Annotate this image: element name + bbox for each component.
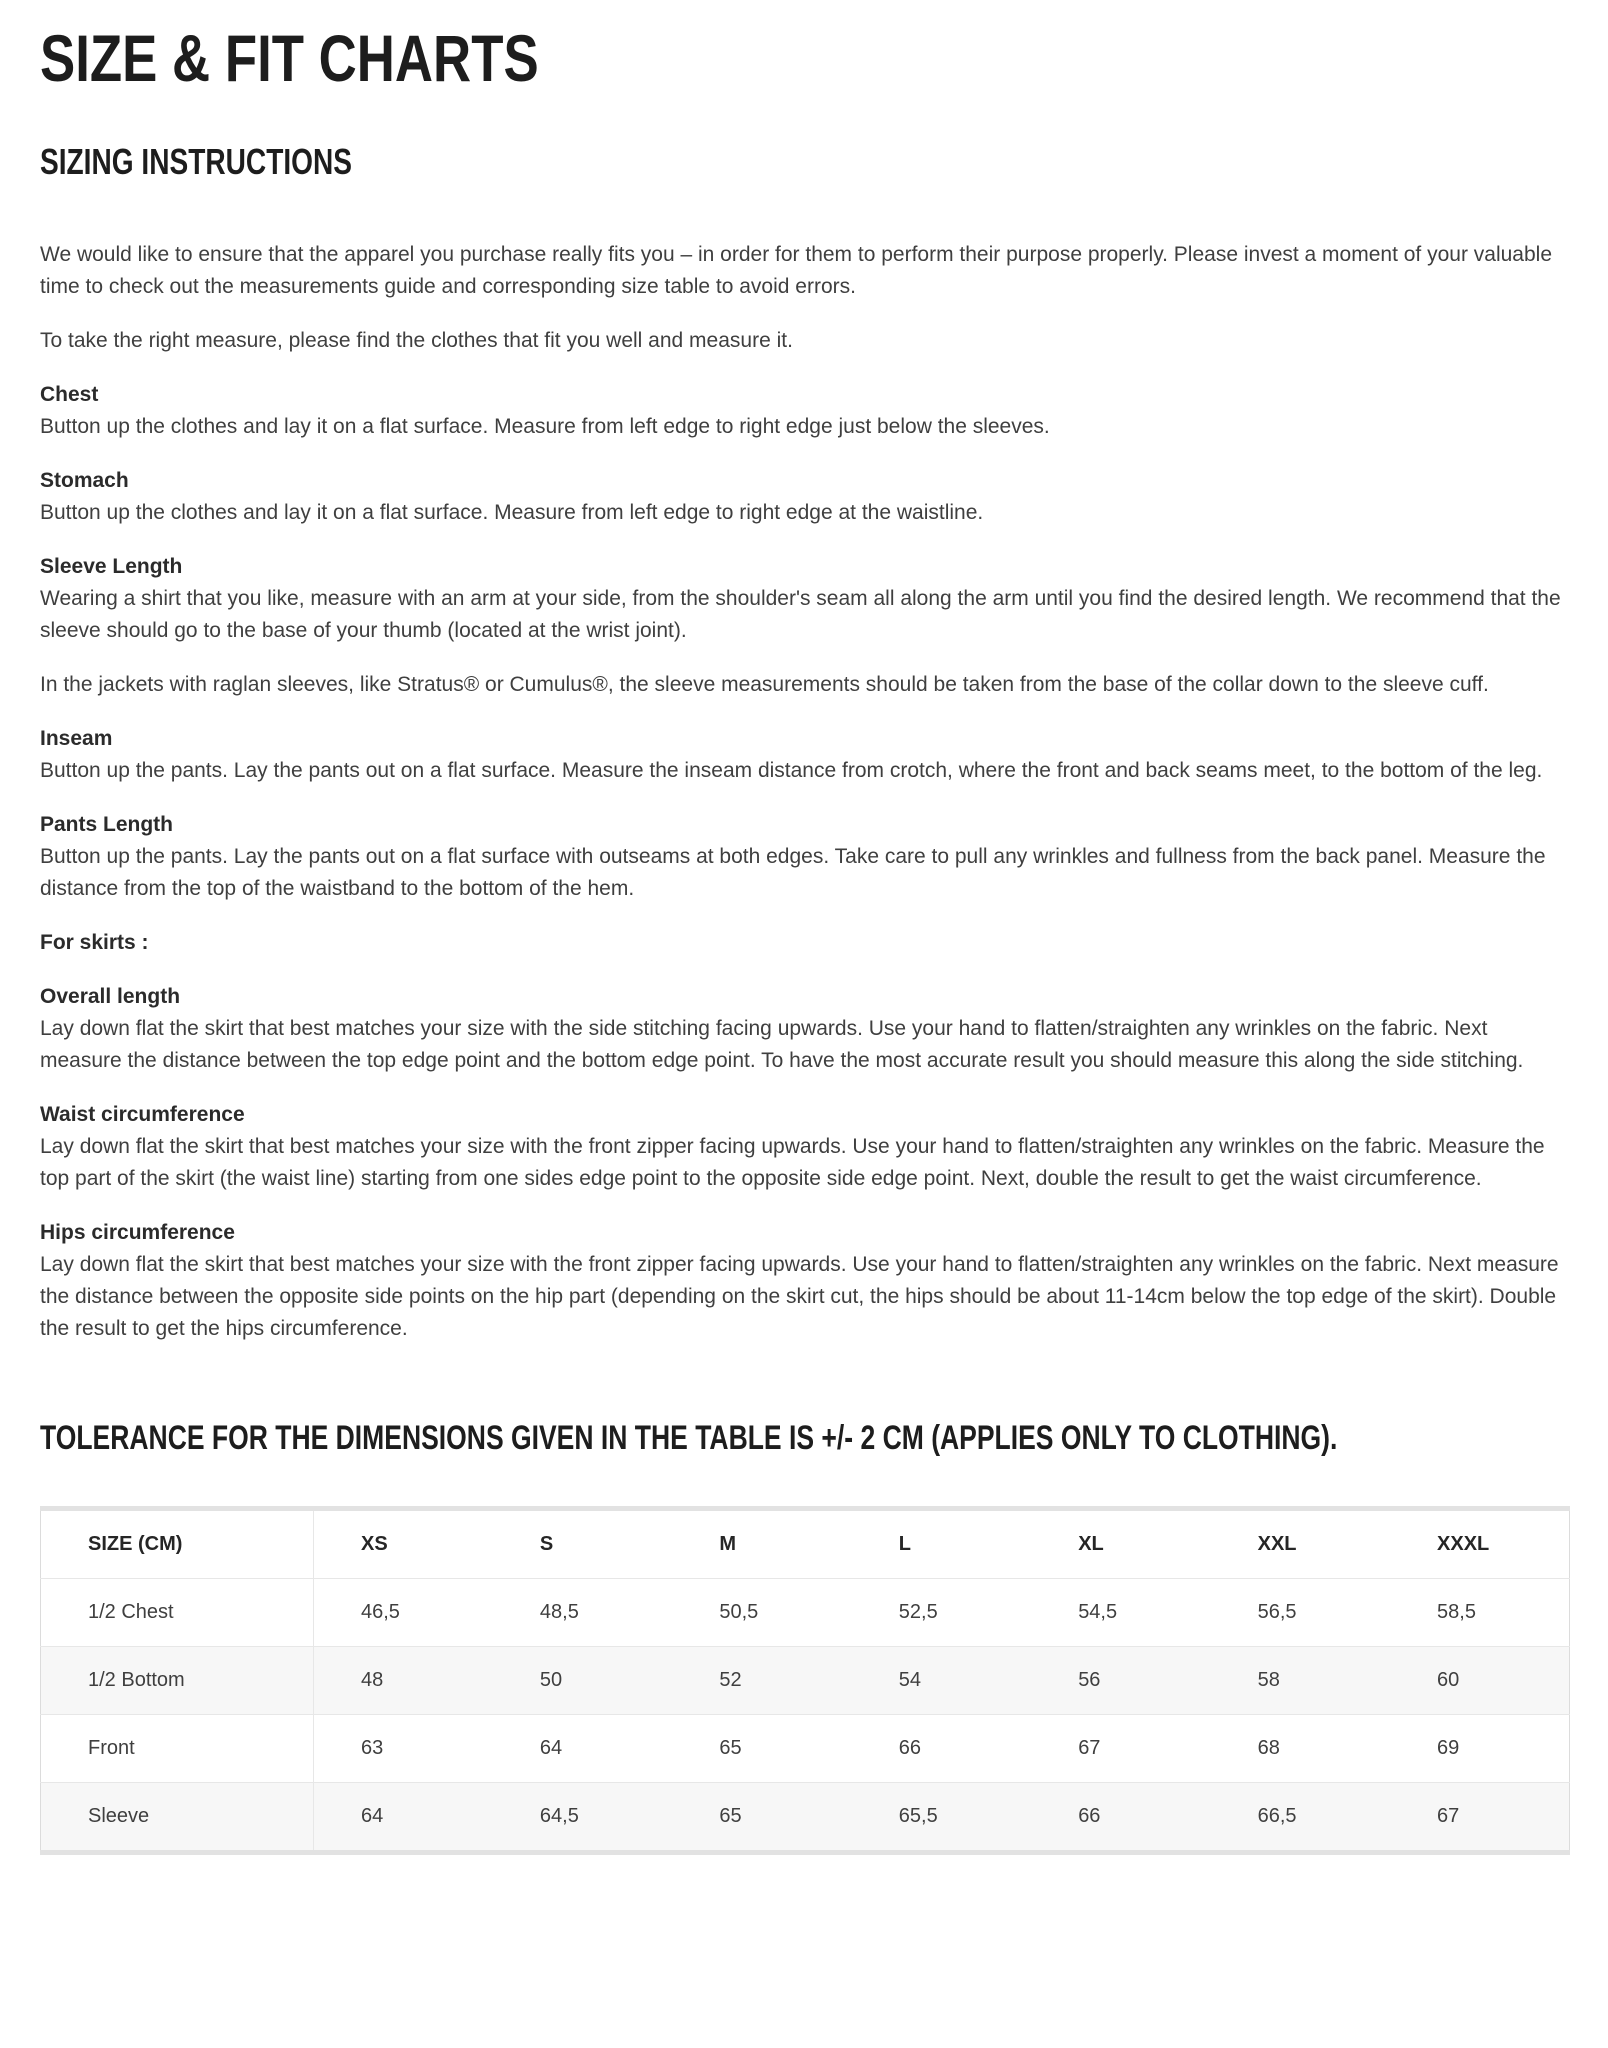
header-xxxl: XXXL	[1390, 1511, 1569, 1579]
section-chest	[40, 379, 1570, 443]
row-label: Front	[41, 1714, 314, 1782]
cell-value: 54,5	[1031, 1578, 1210, 1646]
cell-value: 66	[1078, 1804, 1101, 1827]
section-text: Button up the clothes and lay it on a flat surface. Measure from left edge to right edge at the waistline.	[40, 501, 984, 525]
section-text: Lay down flat the skirt that best matches your size with the side stitching facing upwards. Use your hand to flatten/straighten any wrinkles on the fabric. Next measure the distance between the top edge point and the bottom edge point. To have the most accurate result you should measure this along the side stitching.	[40, 1017, 1524, 1073]
cell-value: 65,5	[898, 1804, 938, 1827]
section-waist-circumference	[40, 1099, 1570, 1195]
cell-value: 56	[1031, 1646, 1210, 1714]
section-text: Lay down flat the skirt that best matches your size with the front zipper facing upwards. Use your hand to flatten/straighten any wrinkles on the fabric. Next measure the distance between the opposite side points on the hip part (depending on the skirt cut, the hips should be about 11-14cm below the top edge of the skirt). Double the result to get the hips circumference.	[40, 1253, 1559, 1341]
section-for-skirts	[40, 927, 1570, 959]
cell-value: 66	[852, 1714, 1031, 1782]
section-pants-length	[40, 809, 1570, 905]
cell-value: 65	[719, 1804, 742, 1827]
section-text: We would like to ensure that the apparel you purchase really fits you – in order for them to perform their purpose properly. Please invest a moment of your valuable time to check out the measurements guide and corresponding size table to avoid errors.	[40, 243, 1553, 299]
row-label: 1/2 Bottom	[41, 1646, 314, 1714]
cell-value: 46,5	[314, 1578, 493, 1646]
cell-value: 50	[493, 1646, 672, 1714]
section-raglan-note	[40, 669, 1570, 701]
header-s: S	[493, 1511, 672, 1579]
row-label: 1/2 Chest	[41, 1578, 314, 1646]
section-heading: Pants Length	[40, 813, 174, 837]
section-heading: Waist circumference	[40, 1103, 245, 1127]
cell-value: 64	[361, 1804, 384, 1827]
section-heading: Hips circumference	[40, 1221, 235, 1245]
section-text: Button up the pants. Lay the pants out on a flat surface with outseams at both edges. Take care to pull any wrinkles and fullness from the back panel. Measure the distance from the top of the waistband to the bottom of the hem.	[40, 845, 1546, 901]
sizing-instructions-body	[40, 239, 1570, 1345]
table-row-half-bottom	[41, 1646, 1570, 1714]
cell-value: 54	[852, 1646, 1031, 1714]
cell-value: 48	[314, 1646, 493, 1714]
section-text: To take the right measure, please find the clothes that fit you well and measure it.	[40, 329, 793, 353]
section-heading: Sleeve Length	[40, 555, 183, 579]
section-overall-length	[40, 981, 1570, 1077]
measure-paragraph	[40, 325, 1570, 357]
cell-value: 68	[1211, 1714, 1390, 1782]
table-row-half-chest	[41, 1578, 1570, 1646]
section-text: In the jackets with raglan sleeves, like Stratus® or Cumulus®, the sleeve measurements should be taken from the base of the collar down to the sleeve cuff.	[40, 673, 1489, 697]
section-text: Button up the clothes and lay it on a flat surface. Measure from left edge to right edge just below the sleeves.	[40, 415, 1050, 439]
cell-value: 64	[493, 1714, 672, 1782]
section-stomach	[40, 465, 1570, 529]
table-row-sleeve	[41, 1782, 1570, 1850]
cell-value: 60	[1390, 1646, 1569, 1714]
cell-value: 58,5	[1390, 1578, 1569, 1646]
intro-paragraph	[40, 239, 1570, 303]
size-table-header-row	[41, 1511, 1570, 1579]
table-row-front	[41, 1714, 1570, 1782]
header-xs: XS	[314, 1511, 493, 1579]
cell-value: 58	[1211, 1646, 1390, 1714]
section-heading: Overall length	[40, 985, 181, 1009]
size-table	[40, 1511, 1570, 1850]
section-inseam	[40, 723, 1570, 787]
size-table-container	[40, 1506, 1570, 1855]
header-xl: XL	[1031, 1511, 1210, 1579]
cell-value: 67	[1437, 1804, 1460, 1827]
cell-value: 52	[672, 1646, 851, 1714]
cell-value: 56,5	[1211, 1578, 1390, 1646]
cell-value: 67	[1031, 1714, 1210, 1782]
section-text: Button up the pants. Lay the pants out on a flat surface. Measure the inseam distance from crotch, where the front and back seams meet, to the bottom of the leg.	[40, 759, 1543, 783]
cell-value: 48,5	[493, 1578, 672, 1646]
cell-value: 63	[314, 1714, 493, 1782]
section-hips-circumference	[40, 1217, 1570, 1345]
section-heading: For skirts :	[40, 931, 149, 955]
header-xxl: XXL	[1211, 1511, 1390, 1579]
section-heading: Chest	[40, 383, 99, 407]
sizing-instructions-heading: SIZING INSTRUCTIONS	[40, 140, 353, 182]
header-size-cm: SIZE (CM)	[41, 1511, 314, 1579]
section-text: Wearing a shirt that you like, measure with an arm at your side, from the shoulder's seam all along the arm until you find the desired length. We recommend that the sleeve should go to the base of your thumb (located at the wrist joint).	[40, 587, 1561, 643]
tolerance-heading: TOLERANCE FOR THE DIMENSIONS GIVEN IN THE TABLE IS +/- 2 CM (APPLIES ONLY TO CLOTHING).	[40, 1419, 1338, 1458]
cell-value: 65	[672, 1714, 851, 1782]
cell-value: 52,5	[852, 1578, 1031, 1646]
section-sleeve-length	[40, 551, 1570, 647]
header-m: M	[672, 1511, 851, 1579]
cell-value: 69	[1390, 1714, 1569, 1782]
section-text: Lay down flat the skirt that best matches your size with the front zipper facing upwards. Use your hand to flatten/straighten any wrinkles on the fabric. Measure the top part of the skirt (the waist line) starting from one sides edge point to the opposite side edge point. Next, double the result to get the waist circumference.	[40, 1135, 1545, 1191]
cell-value: 66,5	[1257, 1804, 1297, 1827]
section-heading: Inseam	[40, 727, 113, 751]
page-title: SIZE & FIT CHARTS	[40, 21, 539, 95]
cell-value: 64,5	[539, 1804, 579, 1827]
cell-value: 50,5	[672, 1578, 851, 1646]
section-heading: Stomach	[40, 469, 129, 493]
header-l: L	[852, 1511, 1031, 1579]
row-label: Sleeve	[41, 1782, 314, 1850]
